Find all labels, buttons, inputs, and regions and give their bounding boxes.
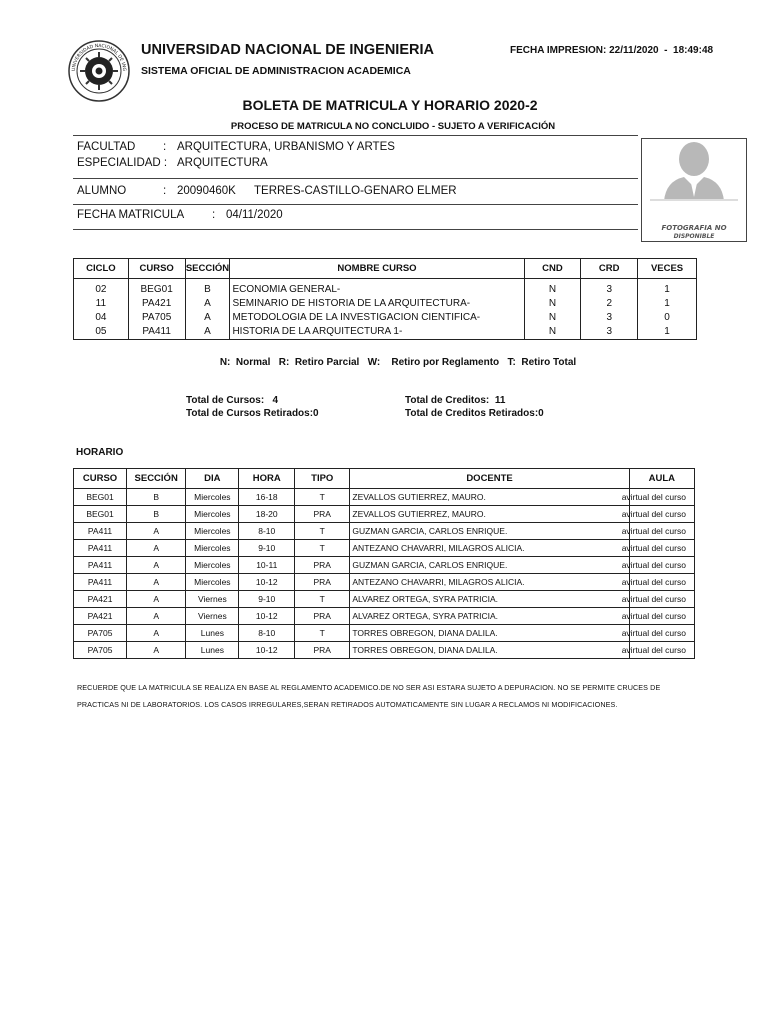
university-name: UNIVERSIDAD NACIONAL DE INGENIERIA bbox=[141, 42, 434, 58]
university-logo bbox=[68, 40, 130, 102]
col-docente: DOCENTE bbox=[350, 469, 629, 489]
faculty-value: ARQUITECTURA, URBANISMO Y ARTES bbox=[177, 141, 395, 153]
col-ciclo: CICLO bbox=[74, 259, 129, 279]
photo-caption-line1: FOTOGRAFIA NO bbox=[661, 224, 727, 232]
col-seccion: SECCIÓN bbox=[185, 259, 230, 279]
col-hora: HORA bbox=[239, 469, 295, 489]
table-row: PA411 A Miercoles 10-12 PRA ANTEZANO CHAVARRI, MILAGROS ALICIA. avirtual del curso bbox=[74, 574, 695, 591]
table-row: PA421 A Viernes 10-12 PRA ALVAREZ ORTEGA, SYRA PATRICIA. avirtual del curso bbox=[74, 608, 695, 625]
col-veces: VECES bbox=[638, 259, 697, 279]
student-photo-placeholder bbox=[641, 138, 747, 242]
courses-header-row bbox=[74, 259, 697, 279]
schedule-table bbox=[73, 468, 695, 659]
table-row: PA411 A Miercoles 10-11 PRA GUZMAN GARCIA, CARLOS ENRIQUE. avirtual del curso bbox=[74, 557, 695, 574]
system-name: SISTEMA OFICIAL DE ADMINISTRACION ACADEMICA bbox=[141, 65, 411, 77]
student-colon: : bbox=[163, 185, 167, 197]
student-label: ALUMNO bbox=[77, 185, 127, 197]
specialty-label: ESPECIALIDAD : bbox=[77, 157, 168, 169]
document-title: BOLETA DE MATRICULA Y HORARIO 2020-2 bbox=[242, 97, 538, 113]
col-tipo: TIPO bbox=[295, 469, 350, 489]
person-silhouette-icon bbox=[642, 139, 746, 241]
student-name: TERRES-CASTILLO-GENARO ELMER bbox=[254, 185, 457, 197]
table-row: PA705 A Lunes 10-12 PRA TORRES OBREGON, DIANA DALILA. avirtual del curso bbox=[74, 642, 695, 659]
col-curso: CURSO bbox=[74, 469, 127, 489]
table-row: BEG01 B Miercoles 16-18 T ZEVALLOS GUTIERREZ, MAURO. avirtual del curso bbox=[74, 489, 695, 506]
total-withdrawn-courses: Total de Cursos Retirados:0 bbox=[186, 408, 319, 419]
courses-table bbox=[73, 258, 697, 340]
footer-notice-line1: RECUERDE QUE LA MATRICULA SE REALIZA EN BASE AL REGLAMENTO ACADEMICO.DE NO SER ASI ESTARA SUJETO A DEPURACION. NO SE PERMITE CRUCES DE bbox=[77, 683, 661, 692]
col-cnd: CND bbox=[524, 259, 581, 279]
photo-caption-line2: DISPONIBLE bbox=[673, 233, 715, 240]
total-courses: Total de Cursos: 4 bbox=[186, 395, 279, 406]
faculty-colon: : bbox=[163, 141, 167, 153]
logo-text: UNIVERSIDAD NACIONAL DE ING bbox=[71, 43, 127, 72]
col-curso: CURSO bbox=[128, 259, 185, 279]
table-row: 11 PA421 A SEMINARIO DE HISTORIA DE LA ARQUITECTURA- N 2 1 bbox=[74, 296, 697, 310]
schedule-header-row bbox=[74, 469, 695, 489]
schedule-heading: HORARIO bbox=[76, 447, 124, 458]
table-row: PA411 A Miercoles 8-10 T GUZMAN GARCIA, CARLOS ENRIQUE. avirtual del curso bbox=[74, 523, 695, 540]
specialty-value: ARQUITECTURA bbox=[177, 157, 268, 169]
enroll-date-label: FECHA MATRICULA bbox=[77, 209, 185, 221]
print-date: FECHA IMPRESION: 22/11/2020 - 18:49:48 bbox=[510, 45, 714, 56]
col-dia: DIA bbox=[186, 469, 239, 489]
document-subtitle: PROCESO DE MATRICULA NO CONCLUIDO - SUJETO A VERIFICACIÓN bbox=[230, 121, 556, 132]
enroll-date-colon: : bbox=[212, 209, 216, 221]
col-aula: AULA bbox=[629, 469, 694, 489]
divider bbox=[73, 204, 638, 205]
total-withdrawn-credits: Total de Creditos Retirados:0 bbox=[405, 408, 544, 419]
divider bbox=[73, 178, 638, 179]
col-nombre-curso: NOMBRE CURSO bbox=[230, 259, 524, 279]
table-row: PA411 A Miercoles 9-10 T ANTEZANO CHAVARRI, MILAGROS ALICIA. avirtual del curso bbox=[74, 540, 695, 557]
total-credits: Total de Creditos: 11 bbox=[405, 395, 506, 406]
table-row: BEG01 B Miercoles 18-20 PRA ZEVALLOS GUTIERREZ, MAURO. avirtual del curso bbox=[74, 506, 695, 523]
table-row: PA705 A Lunes 8-10 T TORRES OBREGON, DIANA DALILA. avirtual del curso bbox=[74, 625, 695, 642]
faculty-label: FACULTAD bbox=[77, 141, 136, 153]
table-row: 04 PA705 A METODOLOGIA DE LA INVESTIGACION CIENTIFICA- N 3 0 bbox=[74, 310, 697, 324]
footer-notice-line2: PRACTICAS NI DE LABORATORIOS. LOS CASOS IRREGULARES,SERAN RETIRADOS AUTOMATICAMENTE SIN LUGAR A RECLAMOS NI MODIFICACIONES. bbox=[77, 700, 618, 709]
col-seccion: SECCIÓN bbox=[127, 469, 186, 489]
table-row: 05 PA411 A HISTORIA DE LA ARQUITECTURA 1- N 3 1 bbox=[74, 324, 697, 340]
status-legend: N: Normal R: Retiro Parcial W: Retiro por Reglamento T: Retiro Total bbox=[219, 357, 577, 368]
divider bbox=[73, 135, 638, 136]
student-code: 20090460K bbox=[177, 185, 236, 197]
divider bbox=[73, 229, 638, 230]
enroll-date-value: 04/11/2020 bbox=[226, 209, 283, 221]
col-crd: CRD bbox=[581, 259, 638, 279]
table-row: 02 BEG01 B ECONOMIA GENERAL- N 3 1 bbox=[74, 279, 697, 297]
table-row: PA421 A Viernes 9-10 T ALVAREZ ORTEGA, SYRA PATRICIA. avirtual del curso bbox=[74, 591, 695, 608]
